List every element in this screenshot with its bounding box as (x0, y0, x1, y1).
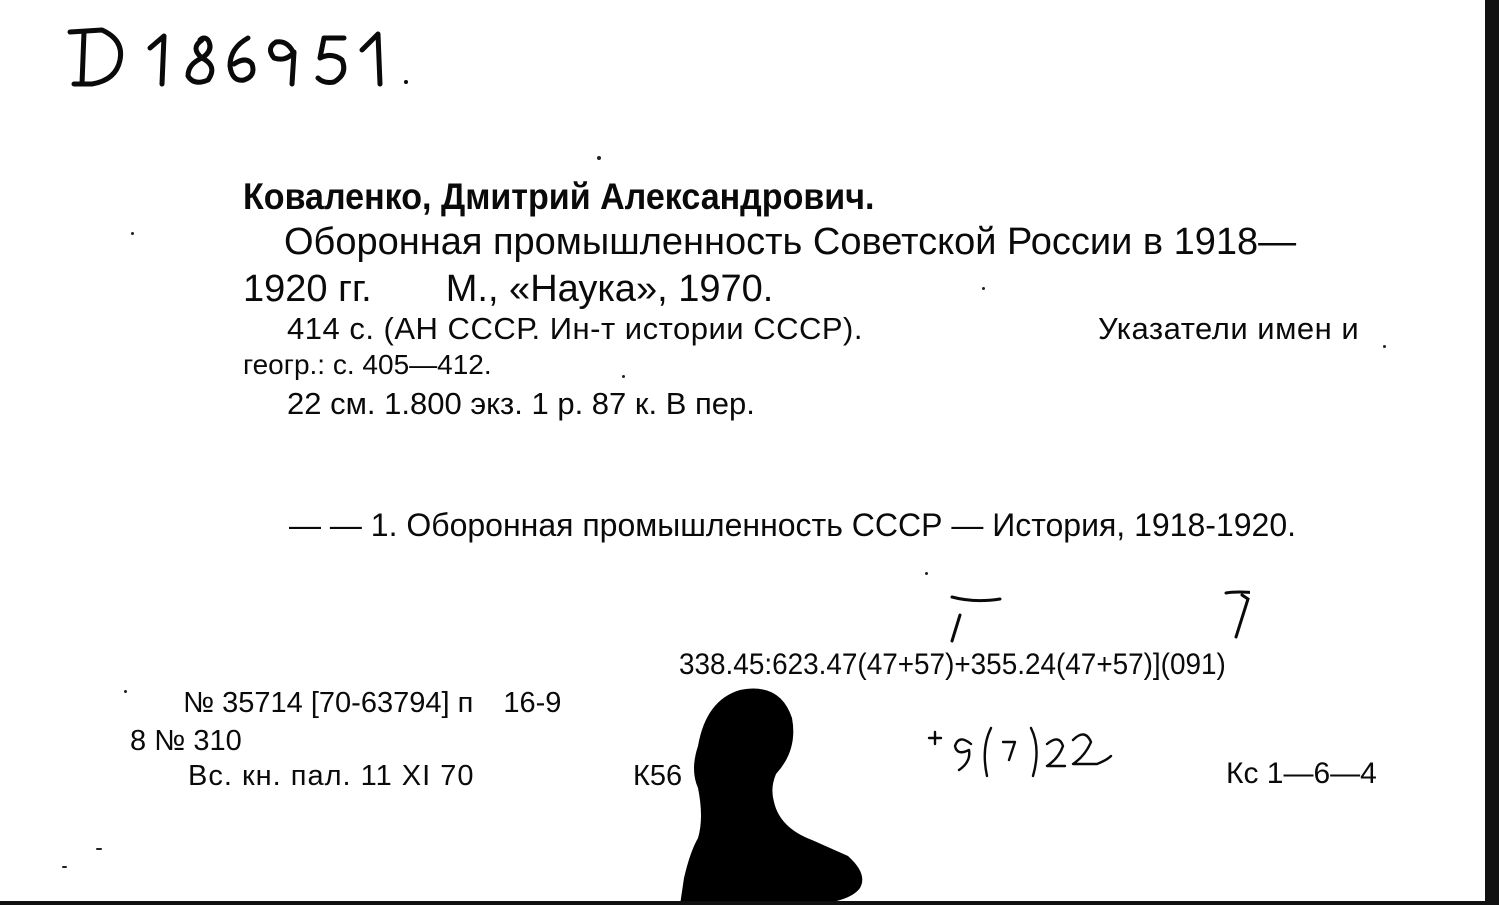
dust-speck (96, 848, 102, 850)
dust-speck (1383, 345, 1386, 348)
subject-heading: — — 1. Оборонная промышленность СССР — История, 1918-1920. (289, 507, 1296, 543)
dust-speck (62, 866, 67, 868)
index-note: Указатели имен и (1098, 311, 1360, 346)
handwritten-note (925, 720, 1125, 790)
author-mark: К56 (633, 760, 683, 792)
handwritten-id (62, 18, 422, 96)
handwritten-marks (930, 585, 1250, 645)
physical-description-line-2: геогр.: с. 405—412. (243, 349, 492, 380)
ink-blot (680, 688, 870, 905)
author-heading: Коваленко, Дмитрий Александрович. (243, 176, 875, 217)
dust-speck (131, 232, 134, 235)
registration-number-main: № 35714 [70-63794] п (183, 687, 474, 719)
udc-classification: 338.45:623.47(47+57)+355.24(47+57)](091) (679, 648, 1226, 681)
card-edge-bottom (0, 901, 1499, 905)
title-line-1: Оборонная промышленность Советской России в 1918— (284, 221, 1297, 263)
physical-description-line-1: 414 с. (АН СССР. Ин-т истории СССР). (287, 311, 863, 346)
title-year-range: 1920 гг. (243, 268, 372, 310)
dust-speck (925, 572, 928, 575)
card-number: 8 № 310 (130, 725, 242, 757)
dust-speck (124, 690, 127, 693)
kc-code: Кс 1—6—4 (1226, 757, 1377, 790)
physical-description-line-3: 22 см. 1.800 экз. 1 р. 87 к. В пер. (287, 386, 755, 421)
dust-speck (622, 375, 625, 378)
dust-speck (597, 156, 601, 160)
card-edge-right (1485, 0, 1499, 905)
publication-info: М., «Наука», 1970. (445, 268, 774, 310)
book-chamber-line: Вс. кн. пал. 11 XI 70 (188, 760, 475, 792)
title-line-2 (243, 268, 773, 311)
registration-number (183, 687, 561, 720)
svg-text:D 186951: D 186951 (62, 18, 66, 19)
dust-speck (982, 287, 985, 290)
registration-code: 16-9 (503, 687, 562, 719)
